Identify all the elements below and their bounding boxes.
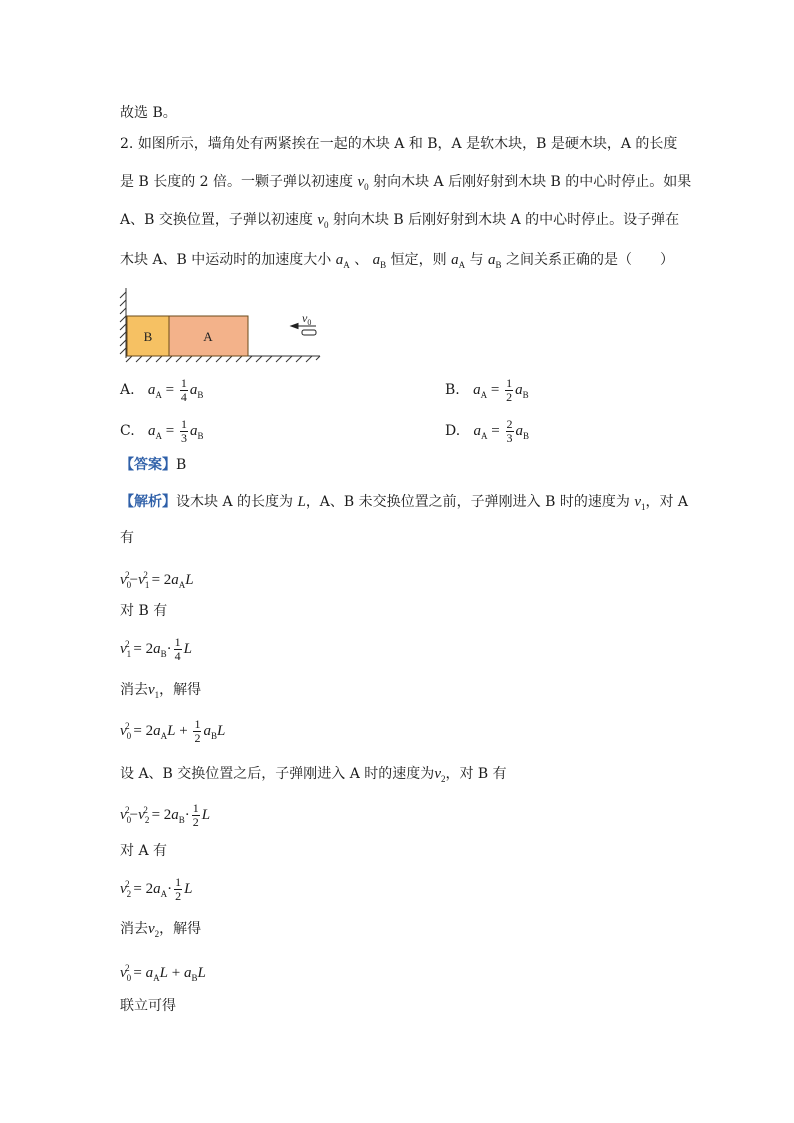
equation-6: $v_0^2 = a_AL + a_BL$ — [120, 963, 206, 983]
equation-3: $v_0^2 = 2a_AL$ + $\frac{1}{2}$ $a_BL$ — [120, 717, 226, 746]
question-line-4 — [120, 250, 674, 275]
analysis-text: ，对 B 有 — [445, 766, 507, 782]
question-text-3b: 射向木块 B 后刚好射到木块 A 的中心时停止。设子弹在 — [332, 212, 680, 228]
analysis-text: ，对 A — [645, 494, 689, 510]
option-b-label: B. — [445, 381, 460, 398]
symbol-v0: $v_0$ — [357, 174, 369, 192]
option-d-formula: $a_A$ = $\frac{2}{3}$ $a_B$ — [473, 417, 530, 445]
option-b — [445, 377, 529, 405]
floor — [126, 356, 320, 362]
question-text-4a: 木块 A、B 中运动时的加速度大小 — [120, 252, 332, 268]
symbol-v1: $v_1$ — [634, 494, 646, 512]
blocks-figure — [118, 284, 338, 366]
symbol-L: L — [297, 494, 306, 510]
question-text-2b: 射向木块 A 后刚好射到木块 B 的中心时停止。如果 — [373, 174, 692, 190]
analysis-line-8 — [120, 996, 176, 1016]
question-line-2 — [120, 172, 691, 197]
symbol-aB: $a_B$ — [488, 252, 502, 270]
question-text-4d: 与 — [469, 252, 484, 268]
analysis-text: 对 B 有 — [120, 603, 168, 619]
analysis-text: ，A、B 未交换位置之前，子弹刚进入 B 时的速度为 — [305, 494, 630, 510]
analysis-line-1 — [120, 492, 688, 517]
equation-5: $v_2^2 = 2a_A\cdot$ $\frac{1}{2}$ L — [120, 875, 193, 904]
analysis-text: 消去 — [120, 921, 148, 937]
analysis-text: 消去 — [120, 682, 148, 698]
symbol-v0: $v_0$ — [317, 212, 329, 230]
analysis-text: ，解得 — [159, 921, 202, 937]
answer-tag: 【答案】 — [120, 457, 176, 473]
analysis-line-6 — [120, 841, 167, 861]
velocity-label: $v_0$ — [302, 311, 312, 327]
analysis-text: 联立可得 — [120, 998, 176, 1014]
analysis-tag: 【解析】 — [120, 494, 176, 510]
analysis-text: 对 A 有 — [120, 843, 168, 859]
analysis-text: ，解得 — [159, 682, 202, 698]
answer-value: B — [176, 457, 187, 473]
question-text-4e: 之间关系正确的是（ ） — [505, 252, 674, 268]
analysis-line-2 — [120, 528, 134, 548]
question-text-1: 如图所示，墙角处有两紧挨在一起的木块 A 和 B，A 是软木块，B 是硬木块，A 的长度 — [137, 136, 678, 152]
punct: 、 — [354, 252, 369, 268]
analysis-line-4: 消去$v_1$，解得 — [120, 682, 202, 700]
question-line-1 — [120, 134, 677, 154]
analysis-text: 设 A、B 交换位置之后，子弹刚进入 A 时的速度为 — [120, 766, 435, 782]
block-a-label: A — [203, 329, 213, 344]
analysis-text: 设木块 A 的长度为 — [176, 494, 294, 510]
question-text-4c: 恒定，则 — [390, 252, 447, 268]
option-a-formula: $a_A$ = $\frac{1}{4}$ $a_B$ — [147, 376, 204, 404]
analysis-text: 有 — [120, 530, 134, 546]
block-b-label: B — [143, 329, 153, 344]
analysis-line-3 — [120, 601, 167, 621]
wall — [120, 288, 126, 358]
equation-4: $v_0^2-v_2^2 = 2a_B\cdot$ $\frac{1}{2}$ L — [120, 801, 211, 830]
analysis-line-7: 消去$v_2$，解得 — [120, 921, 202, 939]
equation-2: $v_1^2 = 2a_B\cdot$ $\frac{1}{4}$ L — [120, 635, 192, 664]
option-c-formula: $a_A$ = $\frac{1}{3}$ $a_B$ — [148, 417, 204, 445]
symbol-aA: $a_A$ — [335, 252, 350, 270]
option-d — [445, 418, 529, 446]
option-a-label: A. — [120, 381, 135, 398]
option-b-formula: $a_A$ = $\frac{1}{2}$ $a_B$ — [473, 376, 529, 404]
question-number: 2. — [120, 136, 134, 152]
option-c — [120, 418, 204, 446]
symbol-aA: $a_A$ — [451, 252, 466, 270]
question-text-3a: A、B 交换位置，子弹以初速度 — [120, 212, 313, 228]
option-c-label: C. — [120, 422, 135, 439]
conclusion-text: 故选 B。 — [120, 105, 177, 121]
analysis-line-5: 设 A、B 交换位置之后，子弹刚进入 A 时的速度为$v_2$，对 B 有 — [120, 766, 507, 784]
option-a — [120, 377, 203, 405]
option-d-label: D. — [445, 422, 461, 439]
question-text-2a: 是 B 长度的 2 倍。一颗子弹以初速度 — [120, 174, 353, 190]
bullet — [302, 330, 316, 335]
question-line-3 — [120, 210, 679, 235]
symbol-aB: $a_B$ — [372, 252, 387, 270]
conclusion-line — [120, 103, 177, 123]
answer-line — [120, 455, 186, 475]
equation-1: $v_0^2-v_1^2 = 2a_AL$ — [120, 570, 194, 590]
